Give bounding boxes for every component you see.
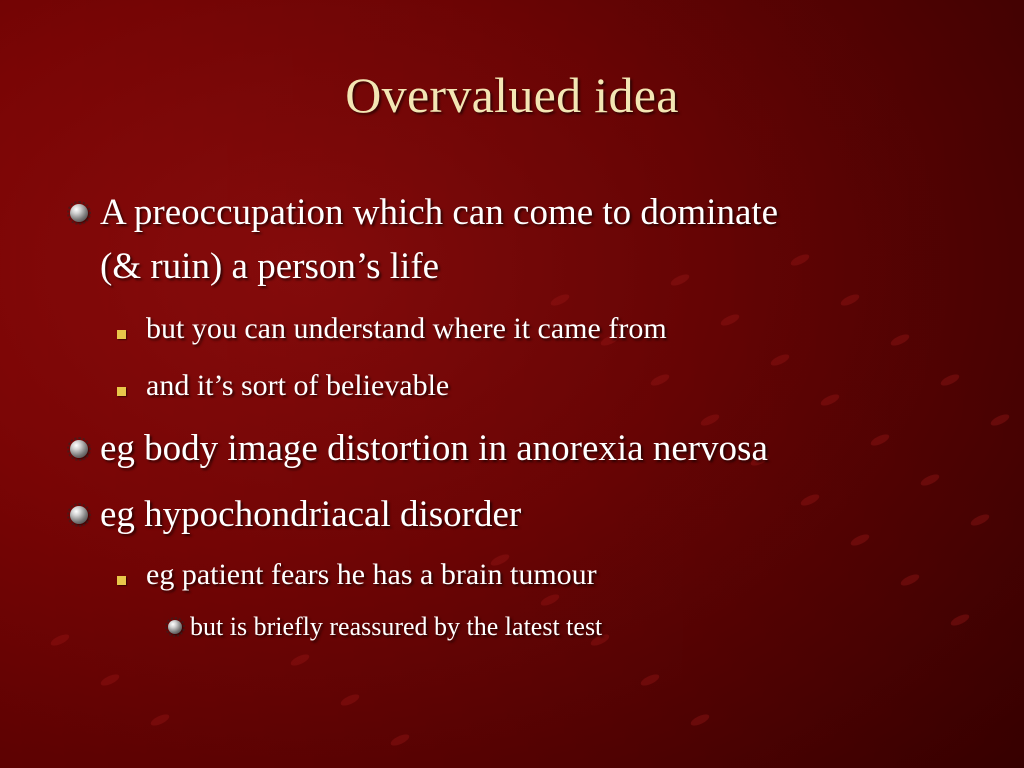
- bullet-text-line: A preoccupation which can come to dominate: [100, 192, 779, 233]
- bullet-level1-preoccupation: [100, 186, 960, 294]
- sphere-bullet-icon: [70, 506, 88, 524]
- square-bullet-icon: [117, 330, 126, 339]
- bullet-level1-body-image: eg body image distortion in anorexia nervosa: [100, 428, 768, 469]
- sphere-bullet-icon: [168, 620, 182, 634]
- sphere-bullet-icon: [70, 204, 88, 222]
- bullet-text-line: (& ruin) a person’s life: [100, 246, 440, 287]
- square-bullet-icon: [117, 576, 126, 585]
- square-bullet-icon: [117, 387, 126, 396]
- bullet-level2-believable: and it’s sort of believable: [146, 369, 450, 402]
- bullet-level2-understand: but you can understand where it came from: [146, 312, 667, 345]
- slide-title: Overvalued idea: [345, 67, 679, 123]
- bullet-level3-reassured: but is briefly reassured by the latest test: [190, 612, 603, 641]
- bullet-level2-patient-fears: eg patient fears he has a brain tumour: [146, 558, 597, 591]
- sphere-bullet-icon: [70, 440, 88, 458]
- bullet-level1-hypochondriacal: eg hypochondriacal disorder: [100, 494, 522, 535]
